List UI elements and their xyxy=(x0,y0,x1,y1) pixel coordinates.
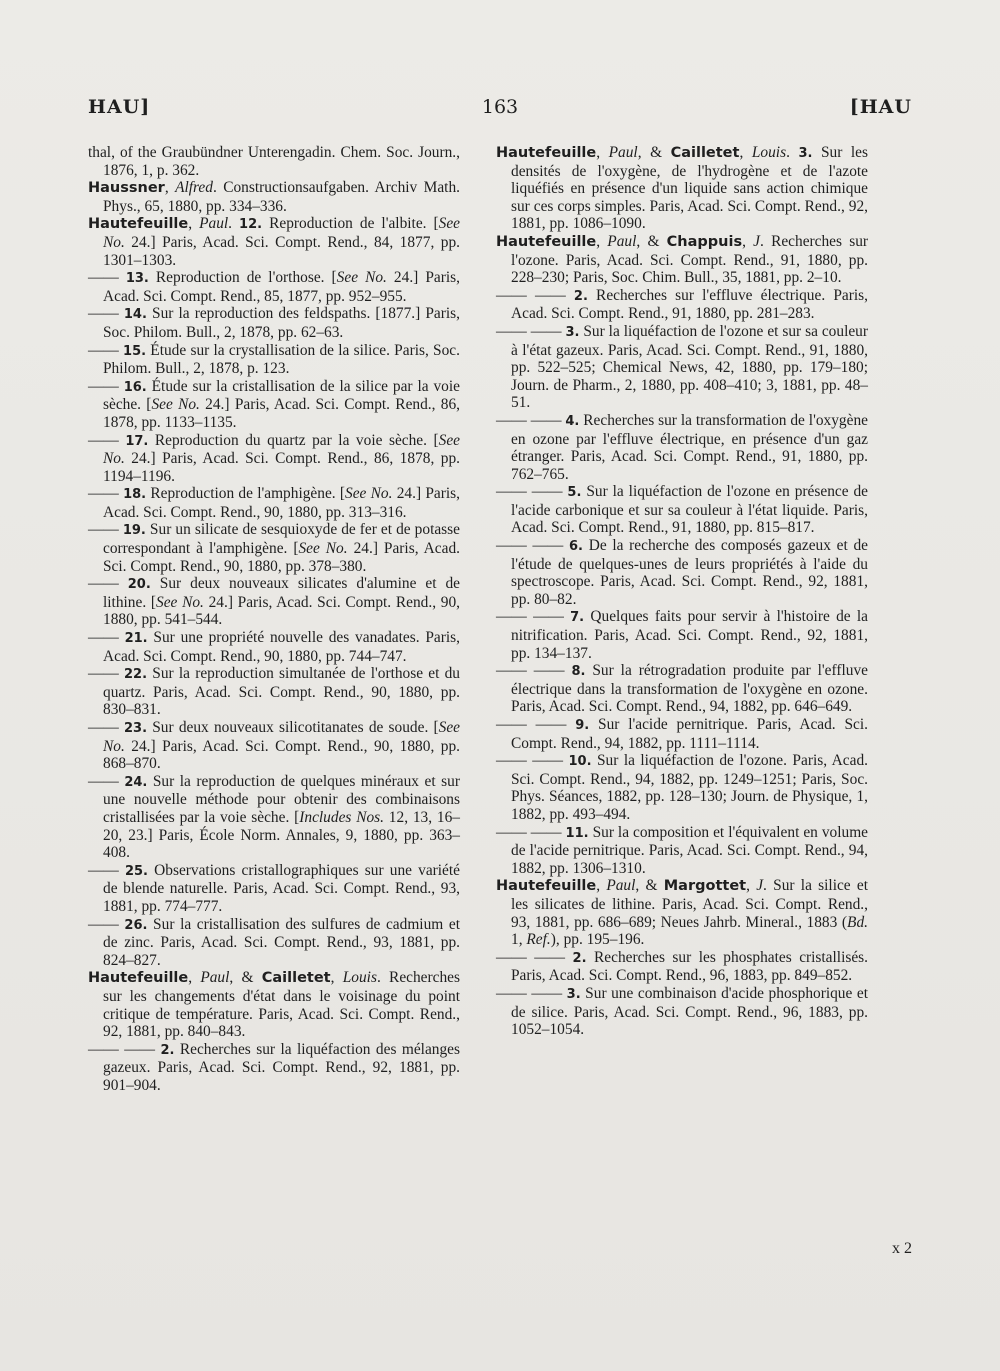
entry: Hautefeuille, Paul, & Margottet, J. Sur la silice et les silicates de lithine. Paris, Acad. Sci. Compt. Rend., 93, 1881, pp. 686–689; Neues Jahrb. Mineral., 1883 (Bd. 1, Ref.), pp. 195–196. xyxy=(496,877,868,949)
entry: Haussner, Alfred. Constructionsaufgaben. Archiv Math. Phys., 65, 1880, pp. 334–336. xyxy=(88,179,460,215)
entry: Hautefeuille, Paul, & Cailletet, Louis. Recherches sur les changements d'état dans le voisinage du point critique de température. Paris, Acad. Sci. Compt. Rend., 92, 1881, pp. 840–843. xyxy=(88,969,460,1041)
entry: Hautefeuille, Paul, & Cailletet, Louis. 3. Sur les densités de l'oxygène, de l'hydrogène et de l'azote liquéfiés en présence d'un liquide sans action chimique sur ces corps simples. Paris, Acad. Sci. Compt. Rend., 92, 1881, pp. 1086–1090. xyxy=(496,144,868,233)
header-left: HAU] xyxy=(88,96,151,118)
entry: —— 13. Reproduction de l'orthose. [See No. 24.] Paris, Acad. Sci. Compt. Rend., 85, 1877, pp. 952–955. xyxy=(88,269,460,305)
entry: —— 16. Étude sur la cristallisation de la silice par la voie sèche. [See No. 24.] Paris, Acad. Sci. Compt. Rend., 86, 1878, pp. 1133–1135. xyxy=(88,377,460,431)
entry: —— 14. Sur la reproduction des feldspaths. [1877.] Paris, Soc. Philom. Bull., 2, 1878, pp. 62–63. xyxy=(88,305,460,341)
entry: —— —— 2. Recherches sur la liquéfaction des mélanges gazeux. Paris, Acad. Sci. Compt. Rend., 92, 1881, pp. 901–904. xyxy=(88,1040,460,1094)
signature-mark: x 2 xyxy=(892,1240,912,1257)
entry: —— —— 8. Sur la rétrogradation produite par l'effluve électrique dans la transformation de l'oxygène en ozone. Paris, Acad. Sci. Compt. Rend., 94, 1882, pp. 646–649. xyxy=(496,662,868,716)
entry: —— 23. Sur deux nouveaux silicotitanates de soude. [See No. 24.] Paris, Acad. Sci. Compt. Rend., 90, 1880, pp. 868–870. xyxy=(88,719,460,773)
entry: —— —— 10. Sur la liquéfaction de l'ozone. Paris, Acad. Sci. Compt. Rend., 94, 1882, pp. 1249–1251; Paris, Soc. Phys. Séances, 1882, pp. 128–130; Journ. de Physique, 1, 1882, pp. 493–494. xyxy=(496,752,868,823)
entry: —— 17. Reproduction du quartz par la voie sèche. [See No. 24.] Paris, Acad. Sci. Compt. Rend., 86, 1878, pp. 1194–1196. xyxy=(88,431,461,485)
entry: Hautefeuille, Paul. 12. Reproduction de l'albite. [See No. 24.] Paris, Acad. Sci. Compt. Rend., 84, 1877, pp. 1301–1303. xyxy=(88,215,461,269)
entry: —— 22. Sur la reproduction simultanée de l'orthose et du quartz. Paris, Acad. Sci. Compt. Rend., 90, 1880, pp. 830–831. xyxy=(88,665,460,719)
page-number: 163 xyxy=(481,96,519,118)
entry: —— 26. Sur la cristallisation des sulfures de cadmium et de zinc. Paris, Acad. Sci. Compt. Rend., 93, 1881, pp. 824–827. xyxy=(88,915,460,969)
entry: —— 24. Sur la reproduction de quelques minéraux et sur une nouvelle méthode pour obtenir des combinaisons cristallisées par la voie sèche. [Includes Nos. 12, 13, 16–20, 23.] Paris, École Norm. Annales, 9, 1880, pp. 363–408. xyxy=(88,772,460,862)
left-column xyxy=(88,144,460,1094)
running-header xyxy=(88,96,912,130)
entry: —— 15. Étude sur la crystallisation de la silice. Paris, Soc. Philom. Bull., 2, 1878, p. 123. xyxy=(88,341,460,378)
entry: —— 18. Reproduction de l'amphigène. [See No. 24.] Paris, Acad. Sci. Compt. Rend., 90, 1880, pp. 313–316. xyxy=(88,485,460,521)
entry: —— —— 4. Recherches sur la transformation de l'oxygène en ozone par l'effluve électrique, en présence d'un gaz étranger. Paris, Acad. Sci. Compt. Rend., 91, 1880, pp. 762–765. xyxy=(496,411,868,483)
entry: —— —— 2. Recherches sur l'effluve électrique. Paris, Acad. Sci. Compt. Rend., 91, 1880, pp. 281–283. xyxy=(496,286,868,323)
header-right: [HAU xyxy=(849,96,912,118)
entry: Hautefeuille, Paul, & Chappuis, J. Recherches sur l'ozone. Paris, Acad. Sci. Compt. Rend., 91, 1880, pp. 228–230; Paris, Soc. Chim. Bull., 35, 1881, pp. 2–10. xyxy=(496,232,869,287)
entry: —— —— 11. Sur la composition et l'équivalent en volume de l'acide pernitrique. Paris, Acad. Sci. Compt. Rend., 94, 1882, pp. 1306–1310. xyxy=(496,823,869,877)
entry: —— —— 3. Sur la liquéfaction de l'ozone et sur sa couleur à l'état gazeux. Paris, Acad. Sci. Compt. Rend., 91, 1880, pp. 522–525; Chemical News, 42, 1880, pp. 179–180; Journ. de Pharm., 2, 1880, pp. 408–410; 3, 1881, pp. 48–51. xyxy=(496,322,868,412)
entry: —— 20. Sur deux nouveaux silicates d'alumine et de lithine. [See No. 24.] Paris, Acad. Sci. Compt. Rend., 90, 1880, pp. 541–544. xyxy=(88,575,460,629)
entry: —— —— 9. Sur l'acide pernitrique. Paris, Acad. Sci. Compt. Rend., 94, 1882, pp. 1111–1114. xyxy=(496,716,868,752)
entry: thal, of the Graubündner Unterengadin. Chem. Soc. Journ., 1876, 1, p. 362. xyxy=(88,144,460,179)
entry: —— —— 6. De la recherche des composés gazeux et de l'étude de quelques-unes de leurs propriétés à l'aide du spectroscope. Paris, Acad. Sci. Compt. Rend., 92, 1881, pp. 80–82. xyxy=(496,537,868,608)
entry: —— —— 2. Recherches sur les phosphates cristallisés. Paris, Acad. Sci. Compt. Rend., 96, 1883, pp. 849–852. xyxy=(496,948,869,985)
entry: —— —— 5. Sur la liquéfaction de l'ozone en présence de l'acide carbonique et sur sa couleur à l'état liquide. Paris, Acad. Sci. Compt. Rend., 91, 1880, pp. 815–817. xyxy=(496,483,868,537)
entry: —— —— 3. Sur une combinaison d'acide phosphorique et de silice. Paris, Acad. Sci. Compt. Rend., 96, 1883, pp. 1052–1054. xyxy=(496,984,868,1039)
entry: —— 19. Sur un silicate de sesquioxyde de fer et de potasse correspondant à l'amphigène. [See No. 24.] Paris, Acad. Sci. Compt. Rend., 90, 1880, pp. 378–380. xyxy=(88,521,460,575)
entry: —— —— 7. Quelques faits pour servir à l'histoire de la nitrification. Paris, Acad. Sci. Compt. Rend., 92, 1881, pp. 134–137. xyxy=(496,608,868,662)
right-column xyxy=(496,144,868,1039)
entry: —— 21. Sur une propriété nouvelle des vanadates. Paris, Acad. Sci. Compt. Rend., 90, 1880, pp. 744–747. xyxy=(88,629,460,665)
entry: —— 25. Observations cristallographiques sur une variété de blende naturelle. Paris, Acad. Sci. Compt. Rend., 93, 1881, pp. 774–777. xyxy=(88,861,460,915)
